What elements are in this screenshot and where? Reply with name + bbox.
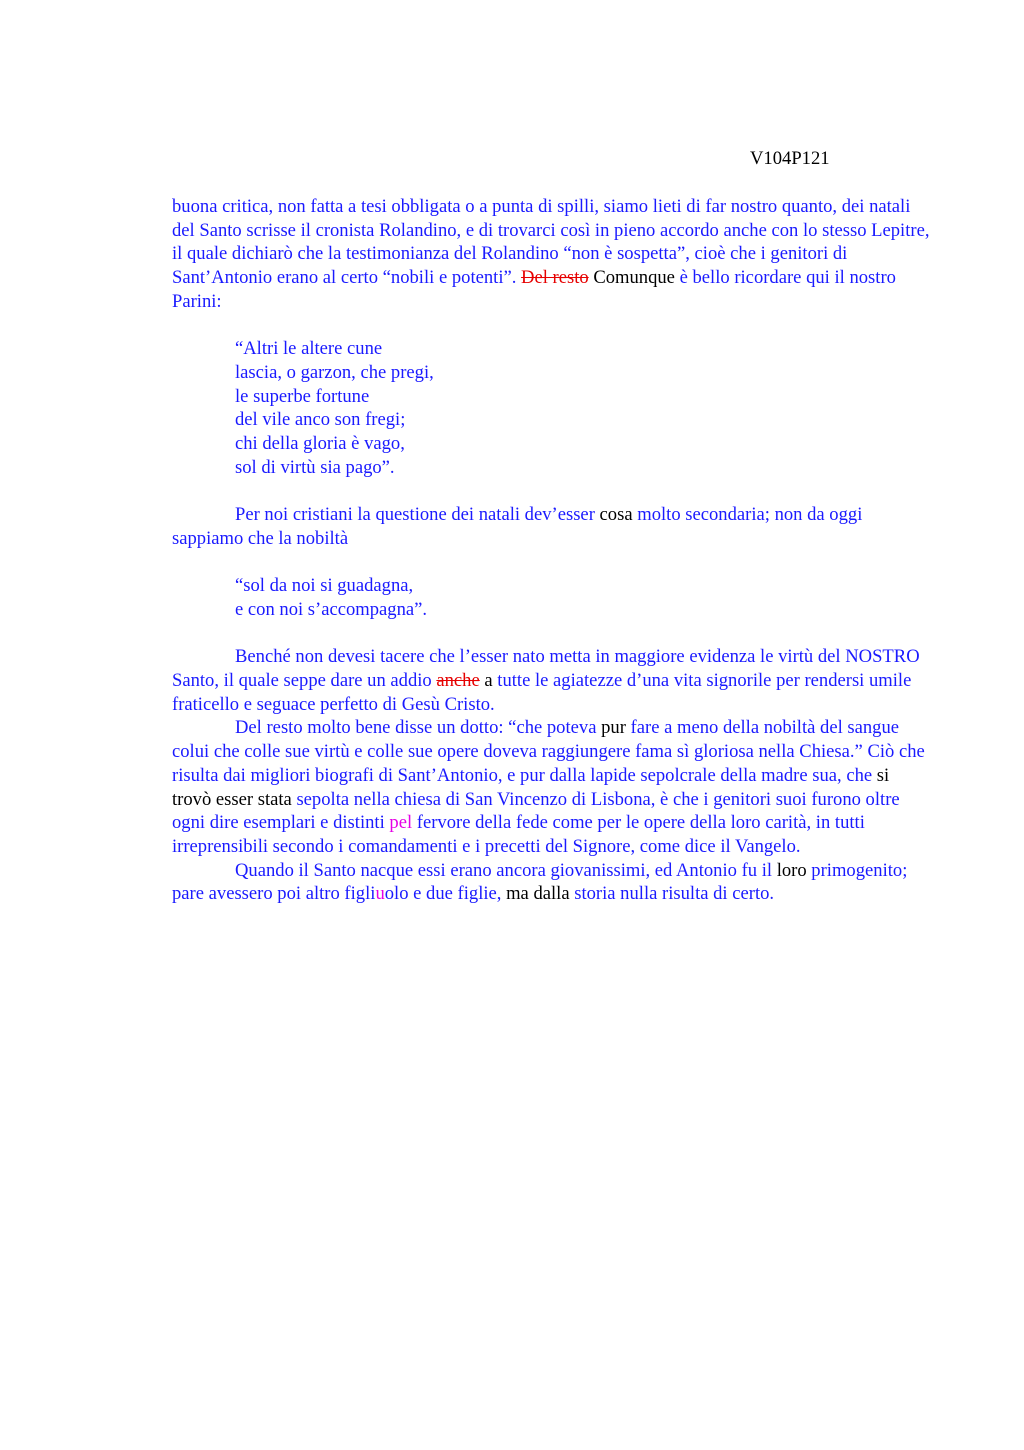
- verse-line: “sol da noi si guadagna,: [235, 575, 414, 597]
- paragraph-1-text: buona critica, non fatta a tesi obbligata o a punta di spilli, siamo lieti di far nostro quanto, dei natali del Santo scrisse il cronista Rolandino, e di trovarci così in pieno accordo anche con lo stesso Lepitre, il quale dichiarò che la testimonianza del Rolandino “non è sospetta”, cioè che i genitori di Sant’Antonio erano al certo “nobili e potenti”.: [172, 196, 930, 289]
- paragraph-5-text-end: storia nulla risulta di certo.: [569, 883, 775, 905]
- paragraph-4-text-mid2: sepolta nella chiesa di San Vincenzo di Lisbona, è che i genitori suoi furono oltre ogni dire esemplari e distinti: [172, 788, 900, 834]
- document-body: [172, 195, 932, 906]
- paragraph-5-text-mid: primogenito; pare avessero poi altro figli: [172, 859, 908, 905]
- inserted-text: Comunque: [588, 267, 675, 289]
- paragraph-3-text: Benché non devesi tacere che l’esser nato metta in maggiore evidenza le virtù del NOSTRO Santo, il quale seppe dare un addio: [172, 646, 920, 691]
- paragraph-3-text-end: tutte le agiatezze d’una vita signorile per rendersi umile fraticello e seguace perfetto di Gesù Cristo.: [172, 670, 912, 715]
- paragraph-2-text-end: molto secondaria; non da oggi sappiamo che la nobiltà: [172, 504, 863, 549]
- verse-line: del vile anco son fregi;: [235, 409, 406, 431]
- verse-line: sol di virtù sia pago”.: [235, 456, 395, 478]
- paragraph-4-text-mid: fare a meno della nobiltà del sangue colui che colle sue virtù e colle sue opere doveva raggiungere fama sì gloriosa nella Chiesa.” Ciò che risulta dai migliori biografi di Sant’Antonio, e pur dalla lapide sepolcrale della madre sua, che: [172, 717, 925, 786]
- inserted-text: si trovò esser stata: [172, 764, 890, 810]
- verse-quote-2: [172, 574, 932, 621]
- paragraph-2-text: Per noi cristiani la questione dei natali dev’esser: [235, 504, 600, 526]
- inserted-text: pur: [601, 717, 626, 739]
- paragraph-1: [172, 195, 932, 314]
- deleted-text: anche: [436, 670, 480, 691]
- verse-line: chi della gloria è vago,: [235, 433, 405, 455]
- inserted-text: cosa: [599, 504, 633, 526]
- deleted-text: Del resto: [521, 267, 589, 289]
- paragraph-5-text: Quando il Santo nacque essi erano ancora giovanissimi, ed Antonio fu il: [235, 859, 777, 881]
- verse-quote-1: [172, 337, 932, 479]
- paragraph-4-text-end: fervore della fede come per le opere della loro carità, in tutti irreprensibili secondo i comandamenti e i precetti del Signore, come dice il Vangelo.: [172, 812, 865, 857]
- paragraph-4-text: Del resto molto bene disse un dotto: “che poteva: [235, 717, 602, 739]
- highlighted-text: pel: [389, 812, 413, 834]
- inserted-text: ma dalla: [506, 883, 570, 905]
- page-identifier: V104P121: [750, 148, 830, 169]
- verse-line: e con noi s’accompagna”.: [235, 598, 428, 620]
- verse-line: lascia, o garzon, che pregi,: [235, 361, 434, 383]
- paragraph-4: [172, 716, 932, 858]
- paragraph-5-text-mid2: olo e due figlie,: [384, 883, 507, 905]
- paragraph-3: [172, 645, 932, 716]
- inserted-text: a: [479, 670, 493, 691]
- verse-line: le superbe fortune: [235, 385, 370, 407]
- verse-line: “Altri le altere cune: [235, 338, 383, 360]
- paragraph-1-text-end: è bello ricordare qui il nostro Parini:: [172, 267, 896, 312]
- paragraph-5: [172, 859, 932, 906]
- paragraph-2: [172, 503, 932, 550]
- highlighted-text: u: [375, 883, 385, 905]
- inserted-text: loro: [776, 859, 807, 881]
